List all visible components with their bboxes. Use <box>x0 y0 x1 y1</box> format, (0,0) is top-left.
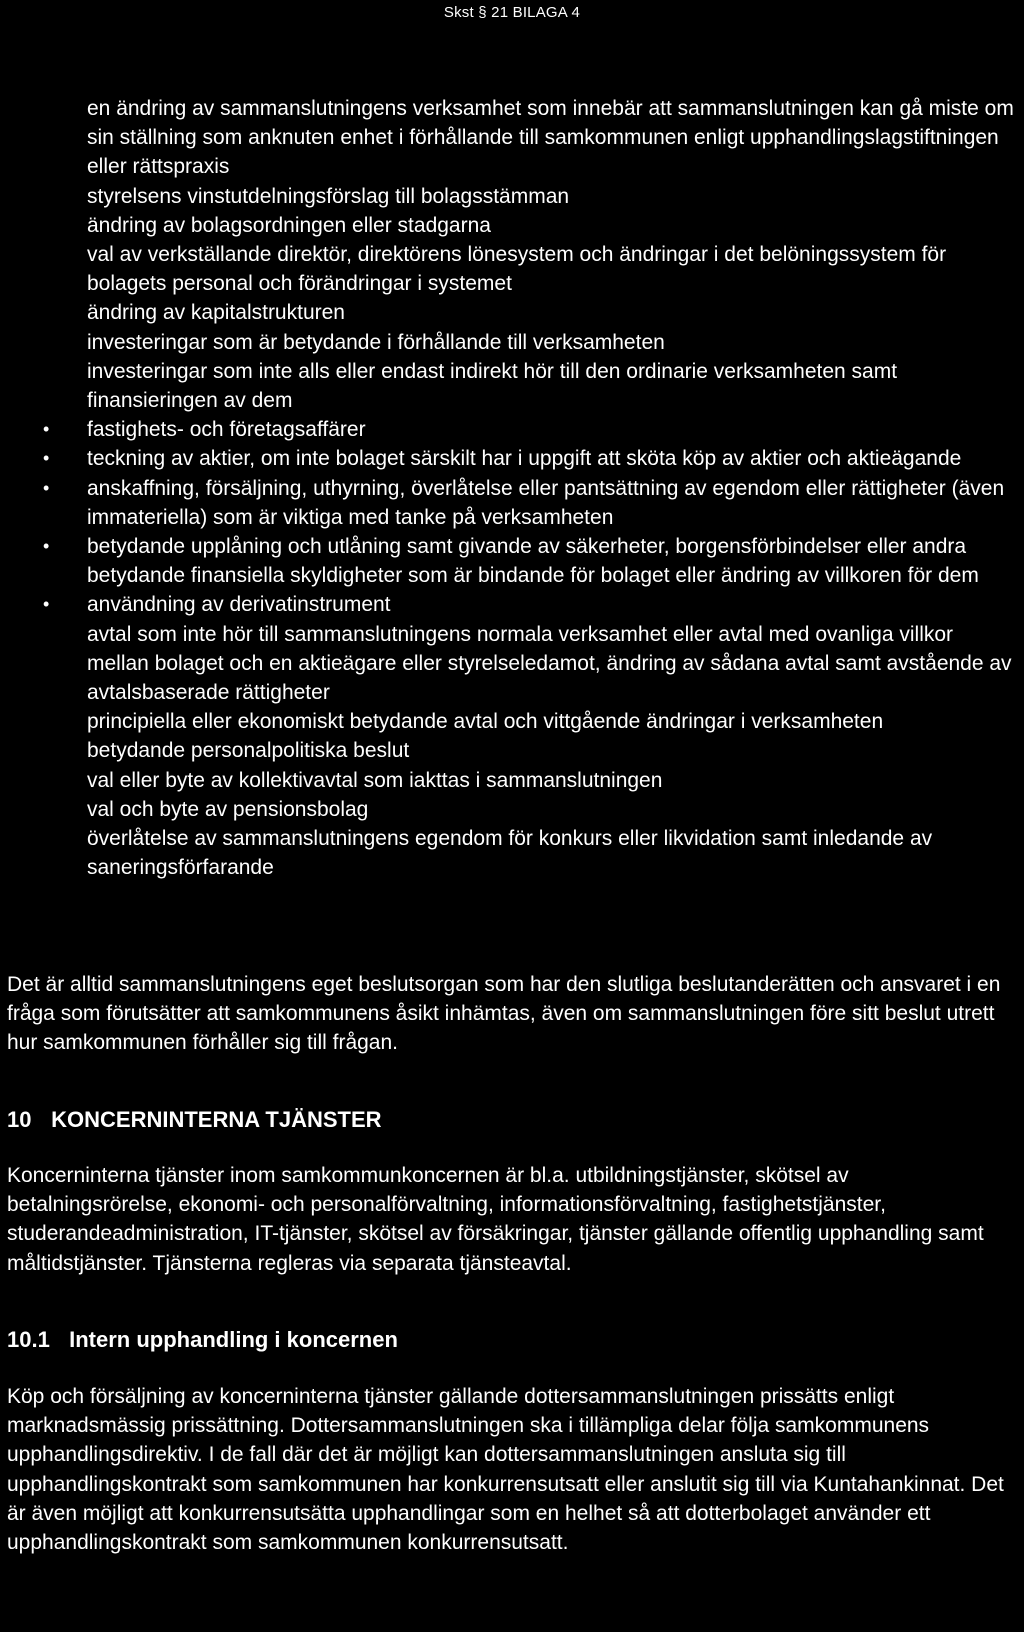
bullet-icon: • <box>43 448 50 469</box>
list-item-text: betydande personalpolitiska beslut <box>87 739 410 763</box>
list-item <box>0 707 1024 736</box>
list-item-text: överlåtelse av sammanslutningens egendom för konkurs eller likvidation samt inledande av saneringsförfarande <box>87 827 933 880</box>
list-item <box>0 474 1024 532</box>
list-item-text: användning av derivatinstrument <box>87 593 391 617</box>
list-item <box>0 328 1024 357</box>
list-item-text: avtal som inte hör till sammanslutningens normala verksamhet eller avtal med ovanliga villkor mellan bolaget och en aktieägare eller styrelseledamot, ändring av sådana avtal samt avstående av avtalsbaserade rättigheter <box>87 622 1012 705</box>
list-item-text: principiella eller ekonomiskt betydande avtal och vittgående ändringar i verksamheten <box>87 710 884 734</box>
section-10-number: 10 <box>7 1107 32 1132</box>
list-item <box>0 94 1024 182</box>
bullet-icon: • <box>43 594 50 615</box>
list-item <box>0 590 1024 619</box>
list-item-text: investeringar som inte alls eller endast indirekt hör till den ordinarie verksamheten samt finansieringen av dem <box>87 359 898 413</box>
list-item-text: teckning av aktier, om inte bolaget särskilt har i uppgift att sköta köp av aktier och aktieägande <box>87 447 962 471</box>
bullet-icon: • <box>43 419 50 440</box>
list-item <box>0 620 1024 708</box>
list-item <box>0 532 1024 590</box>
list-item <box>0 240 1024 298</box>
list-item <box>0 182 1024 211</box>
section-10-1-heading <box>7 1326 398 1354</box>
list-item <box>0 357 1024 415</box>
list-item <box>0 736 1024 765</box>
paragraph-decision-body: Det är alltid sammanslutningens eget beslutsorgan som har den slutliga beslutanderätten och ansvaret i en fråga som förutsätter att samkommunens åsikt inhämtas, även om sammanslutningen före sitt beslut utrett hur samkommunen förhåller sig till frågan. <box>7 973 1001 1055</box>
list-item <box>0 795 1024 824</box>
list-item <box>0 444 1024 473</box>
list-item <box>0 415 1024 444</box>
list-item-text: val eller byte av kollektivavtal som iakttas i sammanslutningen <box>87 768 663 792</box>
list-item-text: ändring av bolagsordningen eller stadgarna <box>87 213 491 237</box>
list-item-text: val och byte av pensionsbolag <box>87 797 369 821</box>
list-item-text: betydande upplåning och utlåning samt givande av säkerheter, borgensförbindelser eller andra betydande finansiella skyldigheter som är bindande för bolaget eller ändring av villkoren för dem <box>87 535 979 588</box>
section-10-heading <box>7 1106 382 1134</box>
list-item-text: anskaffning, försäljning, uthyrning, överlåtelse eller pantsättning av egendom eller rättigheter (även immateriella) som är viktiga med tanke på verksamheten <box>87 476 1005 529</box>
section-10-1-body: Köp och försäljning av koncerninterna tjänster gällande dottersammanslutningen prissätts enligt marknadsmässig prissättning. Dottersammanslutningen ska i tillämpliga delar följa samkommunens upphandlingsdirektiv. I de fall där det är möjligt kan dottersammanslutningen ansluta sig till upphandlingskontrakt som samkommunen har konkurrensutsatt eller anslutit sig till via Kuntahankinnat. Det är även möjligt att konkurrensutsätta upphandlingar som en helhet så att dotterbolaget använder ett upphandlingskontrakt som samkommunen konkurrensutsatt. <box>7 1385 1004 1555</box>
list-item-text: ändring av kapitalstrukturen <box>87 301 345 325</box>
decision-list <box>0 94 1024 882</box>
list-item <box>0 211 1024 240</box>
list-item-text: fastighets- och företagsaffärer <box>87 418 366 442</box>
list-item-text: val av verkställande direktör, direktörens lönesystem och ändringar i det belöningssystem för bolagets personal och förändringar i systemet <box>87 243 947 296</box>
section-10-1-title: Intern upphandling i koncernen <box>69 1327 398 1352</box>
list-item-text: investeringar som är betydande i förhållande till verksamheten <box>87 330 665 354</box>
section-10-body: Koncerninterna tjänster inom samkommunkoncernen är bl.a. utbildningstjänster, skötsel av betalningsrörelse, ekonomi- och personalförvaltning, informationsförvaltning, fastighetstjänster, studerandeadministration, IT-tjänster, skötsel av försäkringar, tjänster gällande offentlig upphandling samt måltidstjänster. Tjänsterna regleras via separata tjänsteavtal. <box>7 1164 984 1275</box>
bullet-icon: • <box>43 536 50 557</box>
page-header: Skst § 21 BILAGA 4 <box>443 4 581 21</box>
bullet-icon: • <box>43 477 50 498</box>
list-item-text: styrelsens vinstutdelningsförslag till bolagsstämman <box>87 184 570 208</box>
section-10-title: KONCERNINTERNA TJÄNSTER <box>51 1107 382 1132</box>
section-10-1-number: 10.1 <box>7 1327 50 1352</box>
list-item <box>0 766 1024 795</box>
list-item <box>0 824 1024 882</box>
list-item-text: en ändring av sammanslutningens verksamhet som innebär att sammanslutningen kan gå miste om sin ställning som anknuten enhet i förhållande till samkommunen enligt upphandlingslagstiftningen eller rättspraxis <box>87 97 1014 179</box>
list-item <box>0 298 1024 327</box>
